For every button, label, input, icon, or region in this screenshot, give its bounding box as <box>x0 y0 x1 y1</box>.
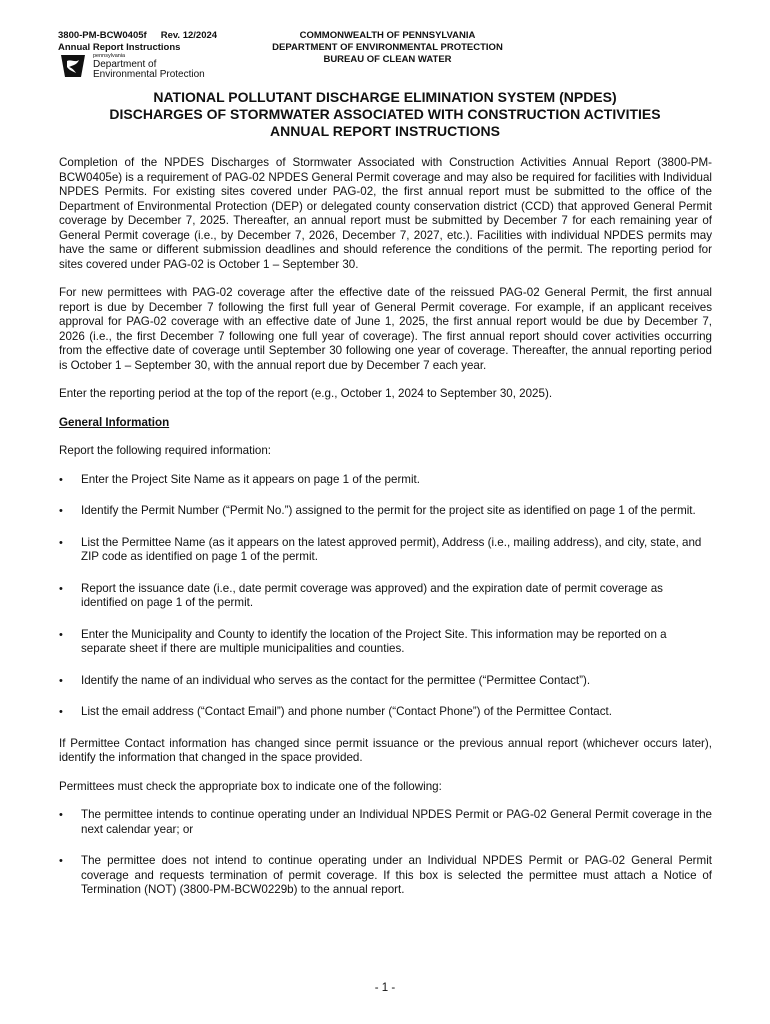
list-item-text: List the email address (“Contact Email”) and phone number (“Contact Phone”) of the Permittee Contact. <box>81 705 612 718</box>
keystone-logo-icon <box>58 53 88 79</box>
page-number: - 1 - <box>374 982 396 994</box>
list-item-text: The permittee intends to continue operating under an Individual NPDES Permit or PAG-02 General Permit coverage in the next calendar year; or <box>81 808 712 836</box>
list-item <box>59 504 712 519</box>
agency-header <box>230 30 545 66</box>
agency-line-2: DEPARTMENT OF ENVIRONMENTAL PROTECTION <box>272 42 503 53</box>
list-item <box>59 674 712 689</box>
list-item <box>59 854 712 898</box>
paragraph-check-box: Permittees must check the appropriate box to indicate one of the following: <box>59 779 442 793</box>
bullet-icon: • <box>59 536 63 549</box>
document-name: Annual Report Instructions <box>58 42 181 53</box>
list-item-text: The permittee does not intend to continue operating under an Individual NPDES Permit or PAG-02 General Permit coverage and requests termination of permit coverage. If this box is selected the permittee must attach a Notice of Termination (NOT) (3800-PM-BCW0229b) to the annual report. <box>81 854 712 896</box>
form-header-left <box>58 30 258 54</box>
bullet-icon: • <box>59 674 63 687</box>
section-heading-general-information: General Information <box>59 415 170 429</box>
paragraph-required-info: Report the following required information: <box>59 444 272 457</box>
form-revision: Rev. 12/2024 <box>160 30 218 41</box>
list-item <box>59 536 712 565</box>
list-item-text: Enter the Project Site Name as it appears on page 1 of the permit. <box>81 472 420 486</box>
bullet-icon: • <box>59 582 63 595</box>
list-item <box>59 808 712 837</box>
form-number: 3800-PM-BCW0405f <box>58 30 147 41</box>
bullet-icon: • <box>59 809 63 821</box>
list-item <box>59 473 712 488</box>
list-item <box>59 705 712 720</box>
bullet-icon: • <box>59 855 63 867</box>
required-info-list <box>59 473 712 720</box>
logo-line-1: Department of <box>93 59 157 70</box>
agency-line-1: COMMONWEALTH OF PENNSYLVANIA <box>299 30 476 41</box>
logo-wordmark <box>93 53 205 80</box>
bullet-icon: • <box>59 706 63 718</box>
title-line-3: ANNUAL REPORT INSTRUCTIONS <box>270 123 500 139</box>
form-id-line <box>58 30 258 42</box>
document-title <box>40 89 730 140</box>
paragraph-reporting-period: Enter the reporting period at the top of the report (e.g., October 1, 2024 to September 30, 2025). <box>59 387 553 400</box>
title-line-2: DISCHARGES OF STORMWATER ASSOCIATED WITH CONSTRUCTION ACTIVITIES <box>109 106 661 122</box>
list-item <box>59 628 712 657</box>
logo-line-2: Environmental Protection <box>93 69 205 80</box>
title-line-1: NATIONAL POLLUTANT DISCHARGE ELIMINATION SYSTEM (NPDES) <box>153 89 617 105</box>
paragraph-new-permittees: For new permittees with PAG-02 coverage after the effective date of the reissued PAG-02 General Permit, the first annual report is due by December 7 following the first full year of General Permit coverage. For example, if an applicant receives approval for PAG-02 coverage with an effective date of June 1, 2025, the first annual report would be due by December 7, 2026 (i.e., the first December 7 following one full year of coverage). The first annual report should cover activities occurring from the effective date of coverage until September 30 following one year of coverage. Thereafter, the annual reporting period is October 1 – September 30, with the annual report due by December 7 each year. <box>59 286 712 372</box>
paragraph-contact-change: If Permittee Contact information has changed since permit issuance or the previous annual report (whichever occurs later), identify the information that changed in the space provided. <box>59 736 712 764</box>
continuation-options-list <box>59 808 712 898</box>
list-item-text: Identify the Permit Number (“Permit No.”) assigned to the permit for the project site as identified on page 1 of the permit. <box>81 504 696 517</box>
agency-line-3: BUREAU OF CLEAN WATER <box>323 54 452 65</box>
logo-state-name: pennsylvania <box>93 53 126 59</box>
bullet-icon: • <box>59 505 63 517</box>
list-item-text: Enter the Municipality and County to identify the location of the Project Site. This information may be reported on a separate sheet if there are multiple municipalities and counties. <box>81 627 667 655</box>
list-item-text: Report the issuance date (i.e., date permit coverage was approved) and the expiration date of permit coverage as identified on page 1 of the permit. <box>81 581 663 609</box>
document-body <box>59 156 712 915</box>
list-item-text: Identify the name of an individual who serves as the contact for the permittee (“Permittee Contact”). <box>81 673 591 687</box>
bullet-icon: • <box>59 473 63 486</box>
paragraph-intro: Completion of the NPDES Discharges of Stormwater Associated with Construction Activities Annual Report (3800-PM-BCW0405e) is a requirement of PAG-02 NPDES General Permit coverage and may also be required for facilities with Individual NPDES Permits. For existing sites covered under PAG-02, the first annual report must be submitted to the office of the Department of Environmental Protection (DEP) or delegated county conservation district (CCD) that approved General Permit coverage by December 7, 2025. Thereafter, an annual report must be submitted by December 7 for each remaining year of General Permit coverage (i.e., by December 7, 2026, December 7, 2027, etc.). Facilities with individual NPDES permits may have the same or different submission deadlines and should reference the conditions of the permit. The reporting period for sites covered under PAG-02 is October 1 – September 30. <box>59 156 712 271</box>
list-item-text: List the Permittee Name (as it appears on the latest approved permit), Address (i.e., mailing address), and city, state, and ZIP code as identified on page 1 of the permit. <box>81 535 702 563</box>
list-item <box>59 582 712 611</box>
bullet-icon: • <box>59 628 63 641</box>
dep-logo <box>58 53 218 79</box>
